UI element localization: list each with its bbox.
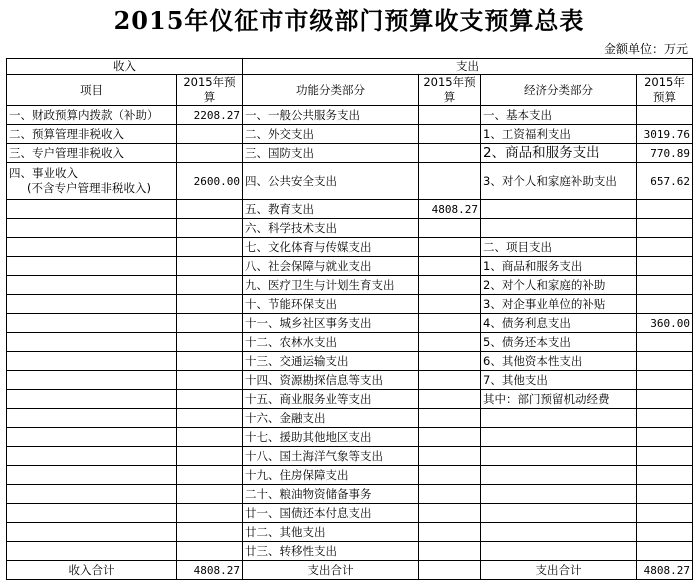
- table-row: [7, 504, 693, 523]
- functional-item: 廿三、转移性支出: [243, 542, 419, 561]
- income-value: [177, 125, 243, 144]
- economic-value-empty: [637, 504, 693, 523]
- income-total-value: 4808.27: [177, 561, 243, 580]
- totals-row: [7, 561, 693, 580]
- functional-item: 九、医疗卫生与计划生育支出: [243, 276, 419, 295]
- economic-value-empty: [637, 523, 693, 542]
- economic-value: [637, 257, 693, 276]
- functional-item: 十三、交通运输支出: [243, 352, 419, 371]
- functional-value: [419, 106, 481, 125]
- economic-value-empty: [637, 466, 693, 485]
- income-item-empty: [7, 542, 177, 561]
- income-item-empty: [7, 352, 177, 371]
- income-item-empty: [7, 333, 177, 352]
- economic-value: [637, 295, 693, 314]
- economic-item-empty: [481, 504, 637, 523]
- economic-value: [637, 371, 693, 390]
- income-value-empty: [177, 219, 243, 238]
- functional-item: 十五、商业服务业等支出: [243, 390, 419, 409]
- income-item-label: 一、财政预算内拨款（补助）: [9, 107, 159, 122]
- table-row: [7, 106, 693, 125]
- income-value-empty: [177, 409, 243, 428]
- table-row: [7, 257, 693, 276]
- income-value-empty: [177, 371, 243, 390]
- income-value-empty: [177, 333, 243, 352]
- economic-value-empty: [637, 485, 693, 504]
- functional-item: 十一、城乡社区事务支出: [243, 314, 419, 333]
- functional-item: 十七、援助其他地区支出: [243, 428, 419, 447]
- table-row: [7, 523, 693, 542]
- functional-value: [419, 163, 481, 200]
- table-row: [7, 125, 693, 144]
- economic-value: 770.89: [637, 144, 693, 163]
- income-item-empty: [7, 200, 177, 219]
- economic-value-empty: [637, 542, 693, 561]
- income-item-empty: [7, 466, 177, 485]
- economic-value: [637, 390, 693, 409]
- income-value-empty: [177, 447, 243, 466]
- income-value-empty: [177, 352, 243, 371]
- functional-value: [419, 428, 481, 447]
- table-row: [7, 276, 693, 295]
- functional-item: 三、国防支出: [243, 144, 419, 163]
- economic-value: [637, 352, 693, 371]
- functional-item: 廿一、国债还本付息支出: [243, 504, 419, 523]
- income-item-empty: [7, 409, 177, 428]
- functional-item: 四、公共安全支出: [243, 163, 419, 200]
- income-item-empty: [7, 523, 177, 542]
- income-item-empty: [7, 428, 177, 447]
- income-value-empty: [177, 238, 243, 257]
- item-header: 项目: [7, 75, 177, 106]
- income-item-empty: [7, 390, 177, 409]
- income-value: 2208.27: [177, 106, 243, 125]
- income-total-label: 收入合计: [7, 561, 177, 580]
- functional-value: [419, 466, 481, 485]
- table-row: [7, 163, 693, 200]
- table-row: [7, 409, 693, 428]
- income-item-empty: [7, 504, 177, 523]
- functional-value: [419, 390, 481, 409]
- functional-value: [419, 257, 481, 276]
- table-row: [7, 371, 693, 390]
- income-item-empty: [7, 257, 177, 276]
- economic-item: 其中：部门预留机动经费: [481, 390, 637, 409]
- economic-value: [637, 219, 693, 238]
- functional-item: 十六、金融支出: [243, 409, 419, 428]
- economic-budget-header: 2015年预算: [637, 75, 693, 106]
- functional-budget-header: 2015年预算: [419, 75, 481, 106]
- table-row: [7, 333, 693, 352]
- economic-item: 二、项目支出: [481, 238, 637, 257]
- functional-item: 五、教育支出: [243, 200, 419, 219]
- functional-value: [419, 523, 481, 542]
- economic-value: [637, 200, 693, 219]
- table-row: [7, 447, 693, 466]
- table-row: [7, 352, 693, 371]
- table-row: [7, 485, 693, 504]
- functional-value: [419, 333, 481, 352]
- functional-item: 廿二、其他支出: [243, 523, 419, 542]
- page-title: 2015年仪征市市级部门预算收支预算总表: [113, 6, 585, 35]
- functional-value: [419, 238, 481, 257]
- economic-value: 3019.76: [637, 125, 693, 144]
- table-row: [7, 295, 693, 314]
- income-item: [7, 106, 177, 125]
- functional-item: 八、社会保障与就业支出: [243, 257, 419, 276]
- economic-item: [481, 200, 637, 219]
- income-item-empty: [7, 238, 177, 257]
- table-row: [7, 390, 693, 409]
- economic-item: 5、债务还本支出: [481, 333, 637, 352]
- economic-item: 1、工资福利支出: [481, 125, 637, 144]
- functional-value: [419, 314, 481, 333]
- functional-value: [419, 295, 481, 314]
- functional-value: [419, 125, 481, 144]
- income-item-empty: [7, 447, 177, 466]
- header-row-1: [7, 59, 693, 75]
- income-value-empty: [177, 485, 243, 504]
- functional-value: [419, 409, 481, 428]
- income-value-empty: [177, 542, 243, 561]
- table-row: [7, 428, 693, 447]
- economic-value: [637, 333, 693, 352]
- income-value-empty: [177, 523, 243, 542]
- table-row: [7, 314, 693, 333]
- functional-value: [419, 542, 481, 561]
- functional-value: [419, 371, 481, 390]
- economic-item: 3、对个人和家庭补助支出: [481, 163, 637, 200]
- income-item-empty: [7, 485, 177, 504]
- economic-value-empty: [637, 409, 693, 428]
- economic-item-empty: [481, 428, 637, 447]
- income-value: 2600.00: [177, 163, 243, 200]
- income-item-label: 二、预算管理非税收入: [9, 126, 124, 141]
- functional-value: [419, 352, 481, 371]
- economic-item: 1、商品和服务支出: [481, 257, 637, 276]
- economic-value: 657.62: [637, 163, 693, 200]
- expense-header: 支出: [243, 59, 693, 75]
- income-item-sublabel: (不含专户管理非税收入): [27, 181, 151, 195]
- income-item-empty: [7, 295, 177, 314]
- income-header: 收入: [7, 59, 243, 75]
- table-row: [7, 219, 693, 238]
- functional-total-value: [419, 561, 481, 580]
- income-item: [7, 125, 177, 144]
- income-value-empty: [177, 276, 243, 295]
- economic-item: [481, 219, 637, 238]
- economic-value: [637, 276, 693, 295]
- income-value-empty: [177, 428, 243, 447]
- income-value-empty: [177, 295, 243, 314]
- economic-item: 7、其他支出: [481, 371, 637, 390]
- functional-item: 十四、资源勘探信息等支出: [243, 371, 419, 390]
- table-row: [7, 200, 693, 219]
- functional-item: 六、科学技术支出: [243, 219, 419, 238]
- economic-total-label: 支出合计: [481, 561, 637, 580]
- income-value-empty: [177, 314, 243, 333]
- functional-item: 十二、农林水支出: [243, 333, 419, 352]
- functional-value: 4808.27: [419, 200, 481, 219]
- unit-label: 金额单位：万元: [603, 42, 688, 56]
- economic-value: [637, 106, 693, 125]
- economic-item-empty: [481, 523, 637, 542]
- economic-item-empty: [481, 542, 637, 561]
- income-item: [7, 163, 177, 200]
- economic-value: 360.00: [637, 314, 693, 333]
- income-value-empty: [177, 390, 243, 409]
- functional-item: 十、节能环保支出: [243, 295, 419, 314]
- header-row-2: [7, 75, 693, 106]
- functional-item: 十八、国土海洋气象等支出: [243, 447, 419, 466]
- table-row: [7, 542, 693, 561]
- functional-total-label: 支出合计: [243, 561, 419, 580]
- income-value-empty: [177, 504, 243, 523]
- economic-item-empty: [481, 409, 637, 428]
- economic-item: 2、商品和服务支出: [481, 144, 637, 163]
- income-value: [177, 144, 243, 163]
- economic-item: 2、对个人和家庭的补助: [481, 276, 637, 295]
- economic-value: [637, 238, 693, 257]
- income-item-empty: [7, 371, 177, 390]
- economic-value-empty: [637, 428, 693, 447]
- economic-header: 经济分类部分: [481, 75, 637, 106]
- economic-item: 4、债务利息支出: [481, 314, 637, 333]
- economic-item: 3、对企事业单位的补贴: [481, 295, 637, 314]
- income-value-empty: [177, 257, 243, 276]
- economic-item: 一、基本支出: [481, 106, 637, 125]
- functional-header: 功能分类部分: [243, 75, 419, 106]
- economic-item-empty: [481, 485, 637, 504]
- economic-value-empty: [637, 447, 693, 466]
- income-item: [7, 144, 177, 163]
- functional-value: [419, 485, 481, 504]
- budget-table: [6, 58, 693, 580]
- income-value-empty: [177, 200, 243, 219]
- income-value-empty: [177, 466, 243, 485]
- income-item-label: 三、专户管理非税收入: [9, 145, 124, 160]
- economic-item-empty: [481, 447, 637, 466]
- economic-item-empty: [481, 466, 637, 485]
- functional-value: [419, 447, 481, 466]
- income-item-empty: [7, 219, 177, 238]
- functional-value: [419, 144, 481, 163]
- functional-item: 七、文化体育与传媒支出: [243, 238, 419, 257]
- economic-item: 6、其他资本性支出: [481, 352, 637, 371]
- functional-item: 二十、粮油物资储备事务: [243, 485, 419, 504]
- functional-value: [419, 276, 481, 295]
- table-row: [7, 238, 693, 257]
- income-item-empty: [7, 276, 177, 295]
- economic-total-value: 4808.27: [637, 561, 693, 580]
- income-budget-header: 2015年预算: [177, 75, 243, 106]
- functional-value: [419, 504, 481, 523]
- functional-item: 十九、住房保障支出: [243, 466, 419, 485]
- functional-value: [419, 219, 481, 238]
- table-row: [7, 466, 693, 485]
- income-item-label: 四、事业收入: [9, 166, 78, 180]
- table-row: [7, 144, 693, 163]
- income-item-empty: [7, 314, 177, 333]
- functional-item: 二、外交支出: [243, 125, 419, 144]
- functional-item: 一、一般公共服务支出: [243, 106, 419, 125]
